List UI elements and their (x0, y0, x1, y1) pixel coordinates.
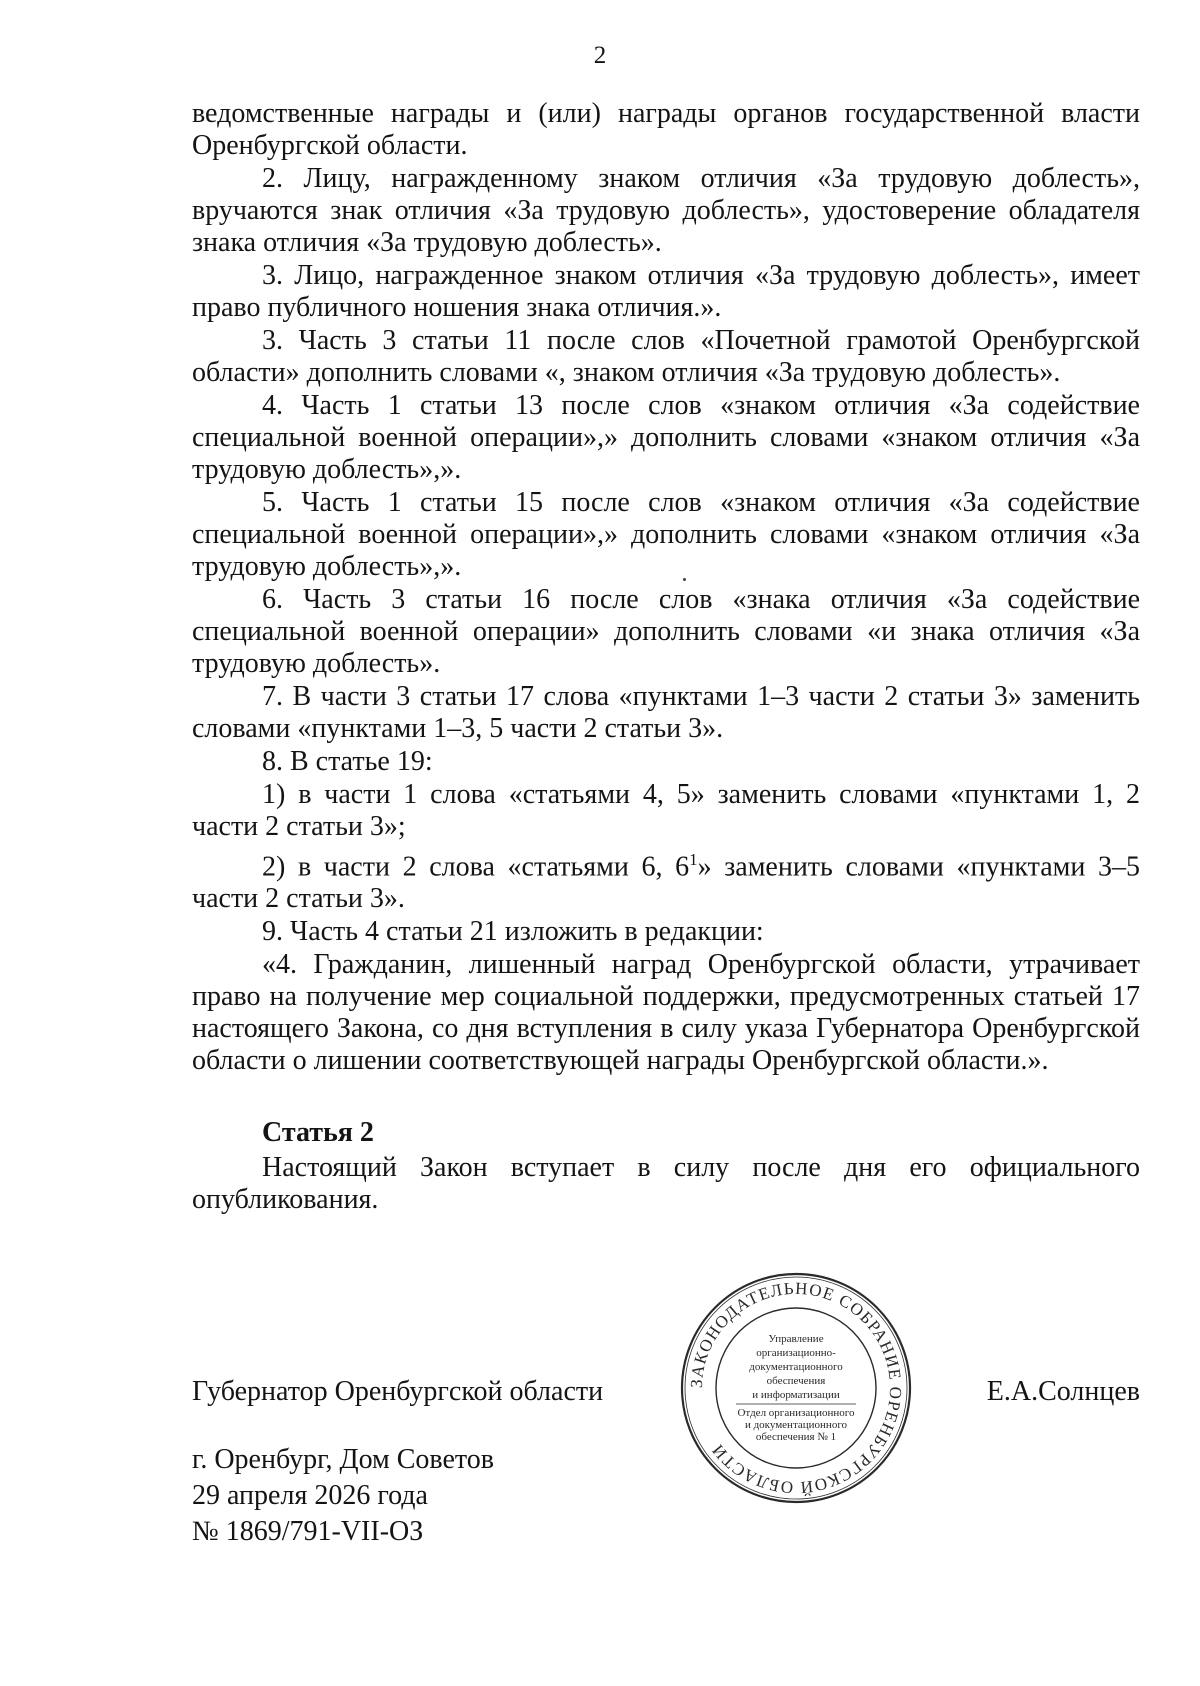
svg-text:и документационного: и документационного (744, 1419, 848, 1431)
law-number: № 1869/791-VII-ОЗ (192, 1516, 424, 1547)
svg-text:организационно-: организационно- (756, 1347, 836, 1359)
svg-text:Управление: Управление (768, 1333, 824, 1345)
paragraph-item-3-wearing: 3. Лицо, награжденное знаком отличия «За трудовую доблесть», имеет право публичного ношения знака отличия.». (192, 260, 1140, 323)
paragraph-amendment-6: 6. Часть 3 статьи 16 после слов «знака отличия «За содействие специальной военной операции» дополнить словами «и знака отличия «За трудовую доблесть». (192, 584, 1140, 679)
amendments-text (192, 98, 1140, 1078)
paragraph-amendment-8-2 (192, 844, 1140, 915)
paragraph-item-2: 2. Лицу, награжденному знаком отличия «За трудовую доблесть», вручаются знак отличия «За трудовую доблесть», удостоверение обладателя знака отличия «За трудовую доблесть». (192, 163, 1140, 258)
superscript-index: 1 (689, 850, 698, 869)
svg-text:обеспечения № 1: обеспечения № 1 (755, 1431, 837, 1443)
paragraph-amendment-9: 9. Часть 4 статьи 21 изложить в редакции: (262, 916, 764, 948)
article-2 (192, 1117, 1140, 1216)
svg-text:и информатизации: и информатизации (752, 1389, 840, 1401)
svg-text:Отдел организационного: Отдел организационного (737, 1407, 855, 1419)
paragraph-amendment-7: 7. В части 3 статьи 17 слова «пунктами 1–3 части 2 статьи 3» заменить словами «пунктами 1–3, 5 части 2 статьи 3». (192, 681, 1140, 744)
amendment-8-2-text-end: » заменить словами «пунктами 3–5 части 2 статьи 3». (192, 851, 1140, 915)
stray-dot (683, 578, 686, 581)
signatory-title: Губернатор Оренбургской области (192, 1376, 604, 1407)
svg-text:обеспечения: обеспечения (766, 1375, 826, 1387)
paragraph-continuation: ведомственные награды и (или) награды органов государственной власти Оренбургской области. (192, 98, 1140, 161)
signing-date: 29 апреля 2026 года (192, 1480, 428, 1511)
signatory-name: Е.А.Солнцев (986, 1376, 1140, 1407)
amendment-8-2-text-start: 2) в части 2 слова «статьями 6, 6 (262, 851, 690, 883)
page-number: 2 (593, 42, 607, 69)
article-2-text: Настоящий Закон вступает в силу после дня его официального опубликования. (192, 1152, 1140, 1215)
paragraph-amendment-8: 8. В статье 19: (262, 746, 433, 777)
official-stamp (676, 1268, 916, 1508)
stamp-ring-text: ЗАКОНОДАТЕЛЬНОЕ СОБРАНИЕ ОРЕНБУРГСКОЙ ОБЛАСТИ (686, 1278, 906, 1498)
signing-details (192, 1442, 494, 1550)
stamp-graphic (676, 1268, 916, 1508)
svg-text:документационного: документационного (749, 1361, 843, 1373)
paragraph-amendment-8-1: 1) в части 1 слова «статьями 4, 5» заменить словами «пунктами 1, 2 части 2 статьи 3»; (192, 779, 1140, 842)
signing-place: г. Оренбург, Дом Советов (192, 1444, 494, 1475)
paragraph-amendment-3: 3. Часть 3 статьи 11 после слов «Почетной грамотой Оренбургской области» дополнить словами «, знаком отличия «За трудовую доблесть». (192, 325, 1140, 388)
paragraph-amendment-5: 5. Часть 1 статьи 15 после слов «знаком отличия «За содействие специальной военной операции»,» дополнить словами «знаком отличия «За трудовую доблесть»,». (192, 487, 1140, 582)
article-2-heading: Статья 2 (262, 1117, 374, 1148)
paragraph-amendment-4: 4. Часть 1 статьи 13 после слов «знаком отличия «За содействие специальной военной операции»,» дополнить словами «знаком отличия «За трудовую доблесть»,». (192, 390, 1140, 485)
paragraph-amendment-9-text: «4. Гражданин, лишенный наград Оренбургской области, утрачивает право на получение мер социальной поддержки, предусмотренных статьей 17 настоящего Закона, со дня вступления в силу указа Губернатора Оренбургской области о лишении соответствующей награды Оренбургской области.». (192, 949, 1140, 1077)
stamp-inner-text (737, 1333, 855, 1443)
